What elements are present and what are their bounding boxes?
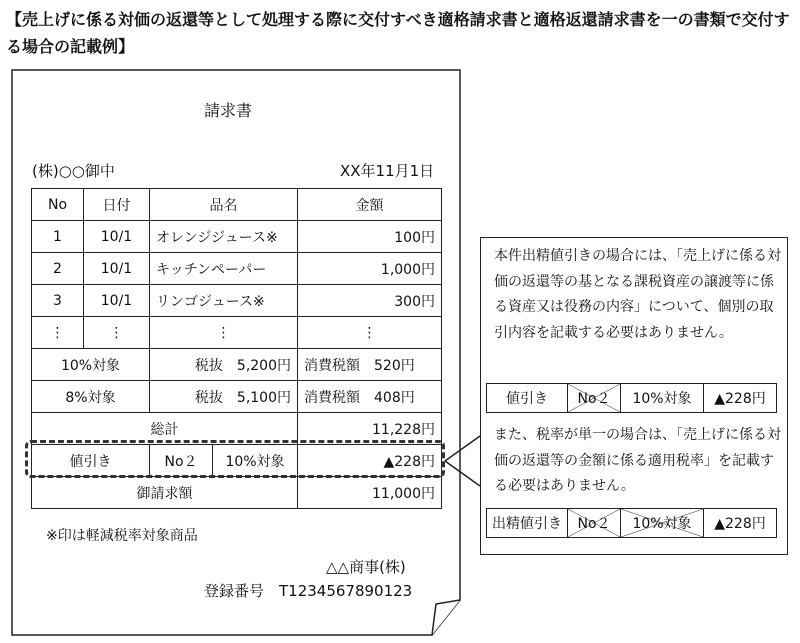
row-amount: 1,000円	[298, 253, 442, 285]
table-row	[32, 317, 442, 349]
discount-label: 値引き	[69, 453, 112, 470]
tax10-row	[32, 349, 442, 381]
tax10-label: 10%対象	[32, 349, 150, 381]
row-date: 10/1	[84, 253, 150, 285]
example2-label: 出精値引き	[487, 509, 568, 538]
discount-amount: ▲228円	[298, 445, 442, 477]
discount-no: No２	[150, 445, 213, 476]
row-no: ⋮	[32, 317, 84, 349]
row-item: オレンジジュース※	[150, 221, 298, 253]
recipient: (株)○○御中	[32, 162, 115, 180]
page-heading: 【売上げに係る対価の返還等として処理する際に交付すべき適格請求書と適格返還請求書を一の書類で交付する場合の記載例】	[6, 10, 790, 56]
example1-no: No２	[577, 391, 611, 407]
example2-no-struck	[568, 509, 621, 538]
discount-rate: 10%対象	[225, 453, 285, 470]
invoice-date: XX年11月1日	[340, 162, 435, 180]
row-no: 3	[32, 285, 84, 317]
example1-label: 値引き	[487, 384, 568, 413]
issuer-name: △△商事(株)	[326, 558, 406, 576]
strike-x-icon	[621, 509, 703, 537]
example2-no: No２	[577, 516, 611, 532]
header-amount: 金額	[298, 189, 442, 221]
billed-row	[32, 477, 442, 509]
row-item: キッチンペーパー	[150, 253, 298, 285]
header-no: No	[32, 189, 84, 221]
row-no: 2	[32, 253, 84, 285]
header-date: 日付	[84, 189, 150, 221]
tax10-excl: 税抜 5,200円	[150, 349, 298, 381]
tax8-excl: 税抜 5,100円	[150, 381, 298, 413]
example1-rate: 10%対象	[621, 384, 704, 413]
discount-highlight	[25, 440, 445, 478]
registration-number: 登録番号 T1234567890123	[204, 582, 413, 600]
callout-example-1	[486, 383, 777, 413]
tax8-label: 8%対象	[32, 381, 150, 413]
row-amount: 300円	[298, 285, 442, 317]
tax8-row	[32, 381, 442, 413]
callout-example-2	[486, 508, 777, 538]
header-item: 品名	[150, 189, 298, 221]
callout-text-1: 本件出精値引きの場合には、「売上げに係る対価の返還等の基となる課税資産の譲渡等に係る資産又は役務の内容」について、個別の取引内容を記載する必要はありません。	[494, 248, 781, 341]
row-date: 10/1	[84, 221, 150, 253]
tax8-tax: 消費税額 408円	[298, 381, 442, 413]
row-item: リンゴジュース※	[150, 285, 298, 317]
example1-amount: ▲228円	[704, 384, 777, 413]
invoice-title: 請求書	[204, 101, 253, 120]
reduced-rate-note: ※印は軽減税率対象商品	[46, 528, 198, 544]
table-row	[32, 285, 442, 317]
row-date: ⋮	[84, 317, 150, 349]
example2-amount: ▲228円	[704, 509, 777, 538]
callout-text-2: また、税率が単一の場合は、「売上げに係る対価の返還等の金額に係る適用税率」を記載する必要はありません。	[494, 427, 781, 494]
total-value: 11,228円	[298, 413, 442, 445]
example2-rate-struck	[621, 509, 704, 538]
billed-value: 11,000円	[298, 477, 442, 509]
strike-x-icon	[568, 509, 620, 537]
billed-label: 御請求額	[32, 477, 298, 509]
row-no: 1	[32, 221, 84, 253]
tax10-tax: 消費税額 520円	[298, 349, 442, 381]
example2-rate: 10%対象	[632, 516, 692, 532]
example1-no-struck	[568, 384, 621, 413]
table-row	[32, 253, 442, 285]
row-amount: 100円	[298, 221, 442, 253]
table-header-row	[32, 189, 442, 221]
total-label: 総計	[32, 413, 298, 445]
row-item: ⋮	[150, 317, 298, 349]
row-amount: ⋮	[298, 317, 442, 349]
table-row	[32, 221, 442, 253]
strike-x-icon	[568, 384, 620, 412]
row-date: 10/1	[84, 285, 150, 317]
